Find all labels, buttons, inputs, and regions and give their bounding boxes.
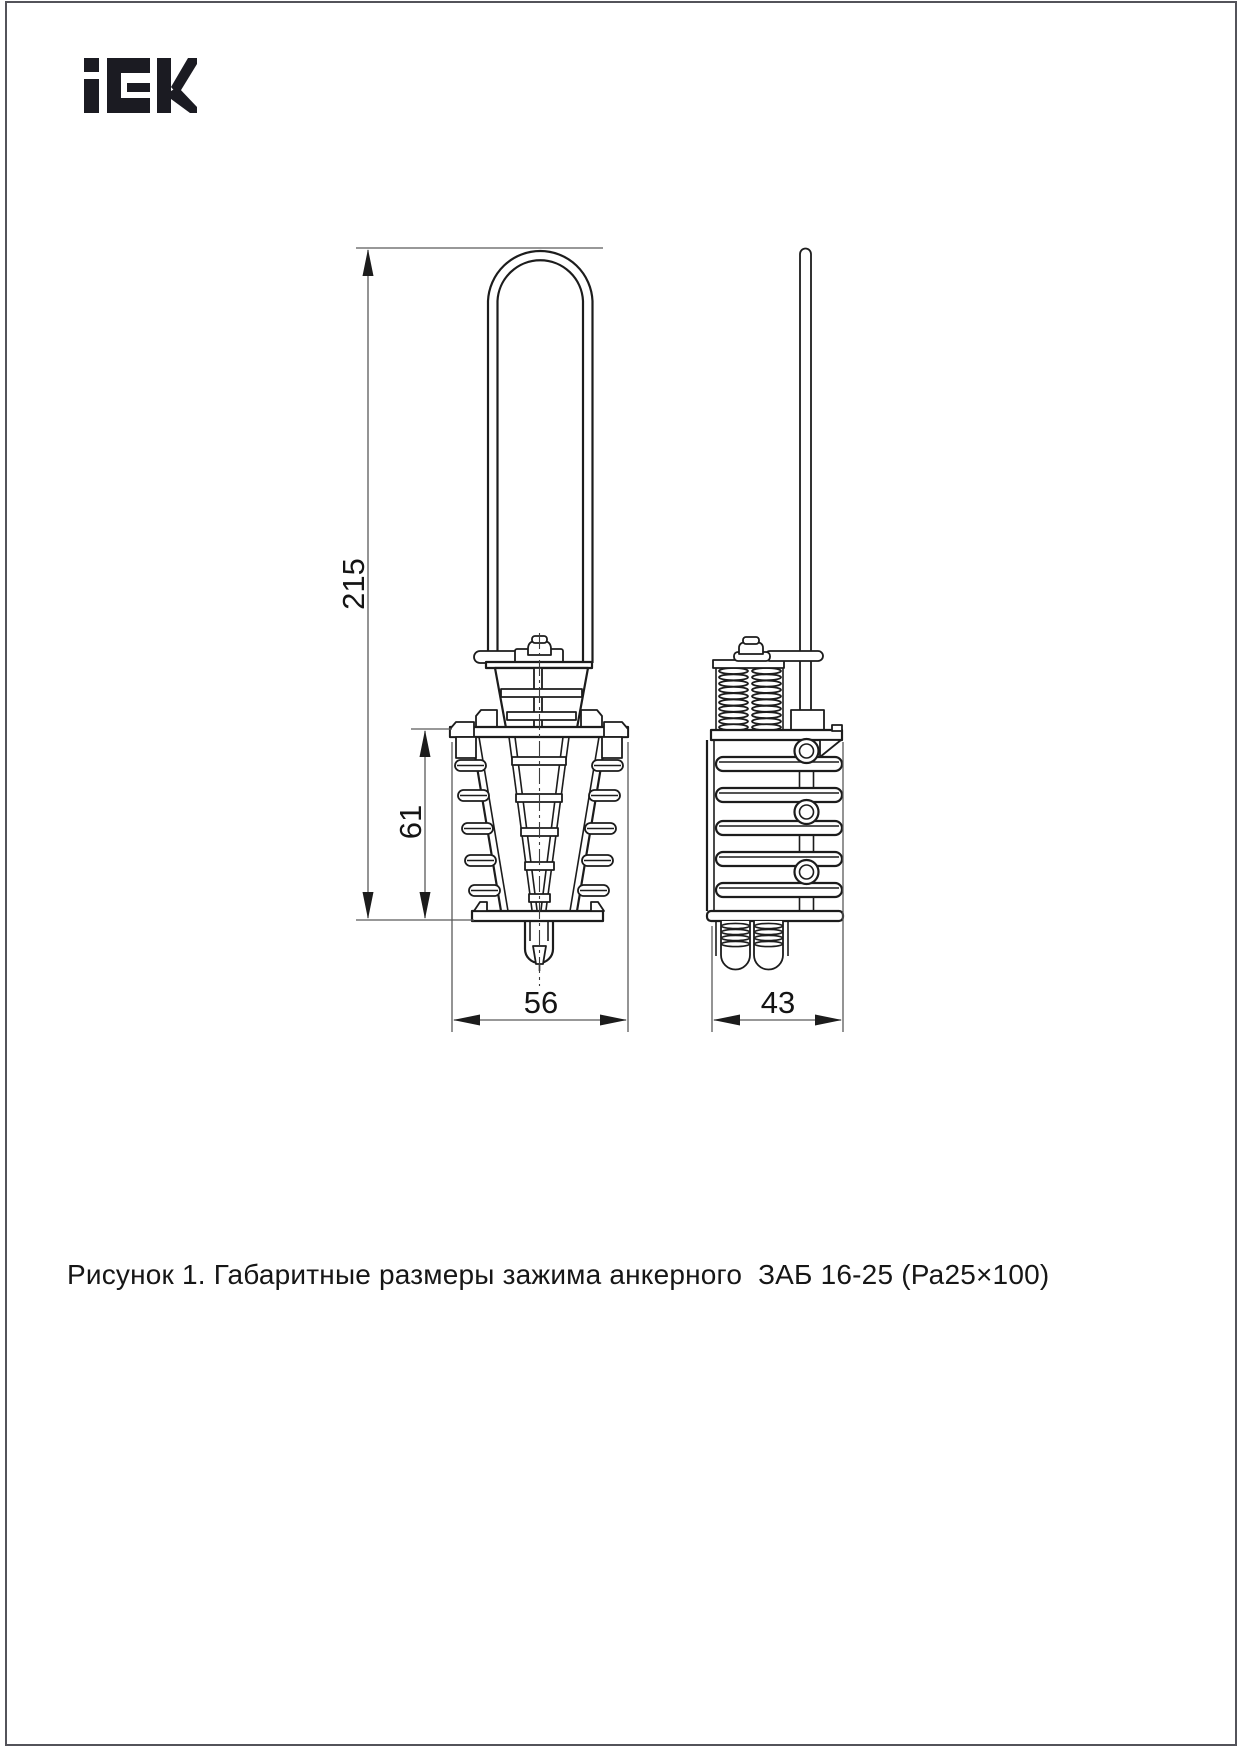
arrowhead-left xyxy=(713,1015,740,1026)
mounting-holes xyxy=(795,739,819,884)
arrowhead-down xyxy=(420,892,431,919)
bail-rod-side xyxy=(800,249,811,713)
side-view xyxy=(707,249,843,970)
dimension-label-61: 61 xyxy=(393,804,428,840)
arrowhead-right xyxy=(600,1015,627,1026)
arrowhead-up xyxy=(363,249,374,276)
arrowhead-down xyxy=(363,892,374,919)
dimension-61 xyxy=(393,729,452,919)
bottom-spring xyxy=(716,921,788,970)
dimension-215 xyxy=(336,248,603,920)
dimension-label-56: 56 xyxy=(523,985,559,1020)
clamp-body-side xyxy=(707,725,843,921)
arrowhead-left xyxy=(453,1015,480,1026)
dimension-label-43: 43 xyxy=(760,985,796,1020)
top-spring xyxy=(713,660,784,730)
front-view xyxy=(450,251,628,986)
arrowhead-right xyxy=(815,1015,842,1026)
figure-caption: Рисунок 1. Габаритные размеры зажима анкерного ЗАБ 16-25 (Ра25×100) xyxy=(67,1259,1050,1290)
bail-loop xyxy=(488,251,593,663)
dimension-label-215: 215 xyxy=(336,558,371,610)
cone-fins-side xyxy=(716,757,842,897)
bottom-flange-front xyxy=(472,902,604,921)
arrowhead-up xyxy=(420,730,431,757)
iek-logo xyxy=(84,58,197,113)
